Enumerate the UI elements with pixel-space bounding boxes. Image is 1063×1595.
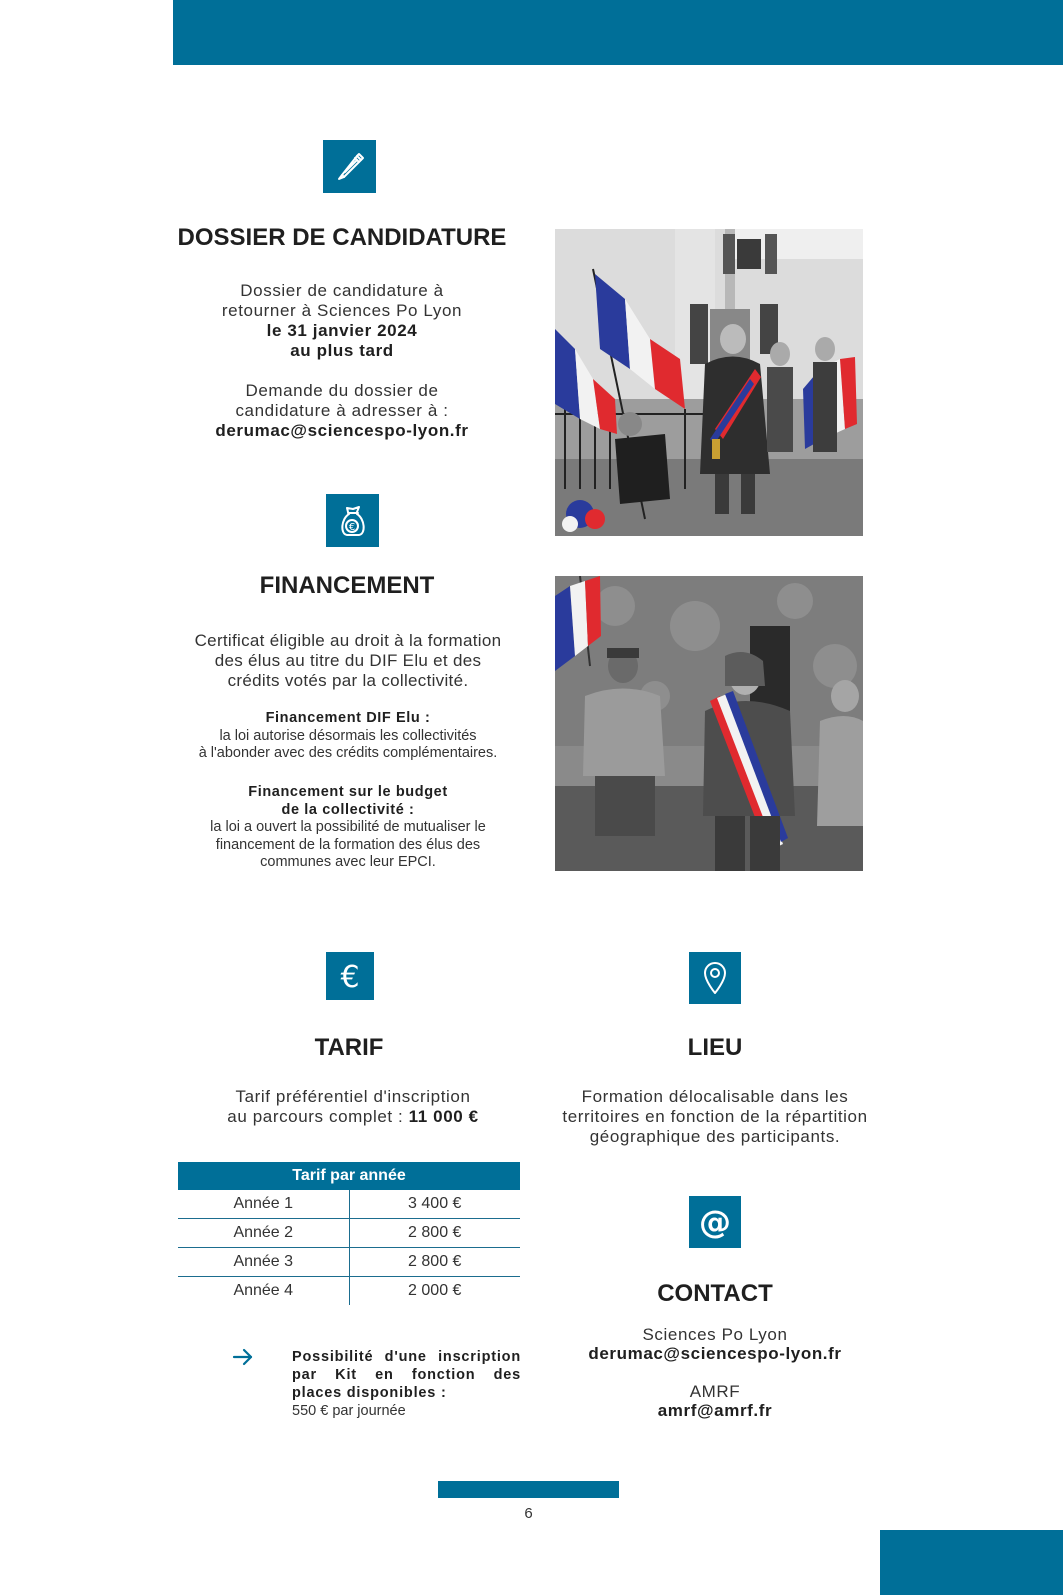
kit-price: 550 € par journée	[292, 1403, 406, 1419]
top-band	[173, 0, 1063, 65]
lieu-line-1: Formation délocalisable dans les	[581, 1087, 849, 1106]
lieu-text	[535, 1087, 895, 1147]
financement-budget-title-1: Financement sur le budget	[248, 784, 448, 800]
kit-text	[292, 1348, 521, 1420]
lieu-line-3: géographique des participants.	[589, 1127, 841, 1146]
financement-dif-title: Financement DIF Elu :	[265, 710, 431, 726]
tarif-line-1: Tarif préférentiel d'inscription	[235, 1087, 471, 1106]
tarif-price: 11 000 €	[408, 1107, 479, 1126]
financement-dif-1: la loi autorise désormais les collectivités	[219, 727, 477, 744]
contact-org-1: Sciences Po Lyon	[642, 1325, 788, 1344]
dossier-email[interactable]: derumac@sciencespo-lyon.fr	[215, 421, 469, 440]
contact-org-2: AMRF	[689, 1382, 741, 1401]
contact-text	[535, 1325, 895, 1420]
dossier-title: DOSSIER DE CANDIDATURE	[177, 224, 507, 251]
bottom-corner-band	[880, 1530, 1063, 1595]
dossier-text	[173, 281, 511, 441]
tarif-year-value: 2 800 €	[349, 1248, 520, 1277]
svg-text:€: €	[348, 521, 355, 533]
financement-dif-2: à l'abonder avec des crédits complémentaires.	[198, 745, 498, 761]
kit-line-2: par Kit en fonction des	[292, 1367, 521, 1383]
financement-budget-1: la loi a ouvert la possibilité de mutualiser le	[210, 819, 486, 835]
dossier-deadline-1: le 31 janvier 2024	[266, 321, 418, 340]
financement-budget-3: communes avec leur EPCI.	[260, 854, 436, 870]
kit-line-3: places disponibles :	[292, 1385, 447, 1401]
tarif-text	[173, 1087, 533, 1127]
financement-intro-1: Certificat éligible au droit à la formation	[194, 631, 502, 650]
financement-intro	[173, 631, 523, 691]
lieu-line-2: territoires en fonction de la répartition	[562, 1107, 868, 1126]
tarif-year-label: Année 3	[178, 1248, 349, 1277]
tarif-line-2-wrap	[173, 1107, 533, 1127]
location-pin-icon	[689, 952, 741, 1004]
page-number: 6	[524, 1505, 533, 1522]
tarif-year-label: Année 1	[178, 1190, 349, 1219]
financement-budget-title-2: de la collectivité :	[281, 801, 415, 818]
money-bag-euro-icon	[326, 494, 379, 547]
mayor-photo	[555, 576, 863, 871]
table-row	[178, 1190, 520, 1219]
table-row	[178, 1219, 520, 1248]
financement-dif	[173, 710, 523, 763]
euro-icon	[326, 952, 374, 1000]
dossier-request-2: candidature à adresser à :	[235, 401, 449, 420]
dossier-line-2: retourner à Sciences Po Lyon	[221, 301, 463, 320]
tarif-year-label: Année 4	[178, 1277, 349, 1306]
dossier-deadline-2: au plus tard	[290, 341, 394, 360]
tarif-year-value: 2 800 €	[349, 1219, 520, 1248]
tarif-title: TARIF	[314, 1034, 384, 1061]
financement-intro-3: crédits votés par la collectivité.	[227, 671, 469, 690]
table-row	[178, 1277, 520, 1306]
tarif-year-value: 3 400 €	[349, 1190, 520, 1219]
contact-title: CONTACT	[657, 1280, 773, 1307]
kit-line-1: Possibilité d'une inscription	[292, 1349, 521, 1365]
financement-intro-2: des élus au titre du DIF Elu et des	[214, 651, 482, 670]
at-sign-icon	[689, 1196, 741, 1248]
lieu-title: LIEU	[687, 1034, 743, 1061]
dossier-line-1: Dossier de candidature à	[240, 281, 444, 300]
tarif-table-header: Tarif par année	[178, 1162, 520, 1190]
pencil-icon	[323, 140, 376, 193]
tarif-table	[178, 1162, 520, 1305]
financement-title: FINANCEMENT	[259, 572, 435, 599]
dossier-request-1: Demande du dossier de	[245, 381, 439, 400]
tarif-year-label: Année 2	[178, 1219, 349, 1248]
contact-email-1[interactable]: derumac@sciencespo-lyon.fr	[588, 1344, 842, 1363]
financement-budget-2: financement de la formation des élus des	[215, 836, 481, 853]
svg-text:@: @	[699, 1204, 731, 1240]
financement-budget	[173, 784, 523, 872]
table-row	[178, 1248, 520, 1277]
arrow-right-icon	[232, 1348, 254, 1366]
tarif-year-value: 2 000 €	[408, 1282, 462, 1299]
contact-email-2[interactable]: amrf@amrf.fr	[657, 1401, 773, 1420]
footer-bar	[438, 1481, 619, 1498]
tarif-line-2: au parcours complet :	[227, 1107, 409, 1126]
svg-text:€: €	[340, 960, 360, 992]
ceremony-photo	[555, 229, 863, 536]
